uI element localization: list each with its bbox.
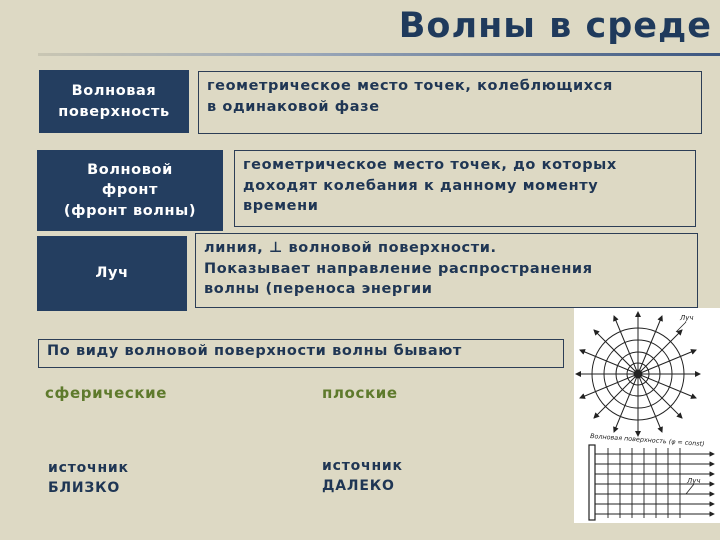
definition-ray: линия, ⊥ волновой поверхности. Показывает направление распространения волны (переноса энергии <box>195 233 698 308</box>
plane-label: плоские <box>322 384 398 402</box>
definition-wave-surface: геометрическое место точек, колеблющихся в одинаковой фазе <box>198 71 702 134</box>
spherical-wave-diagram <box>576 312 700 436</box>
radial-rays <box>576 312 700 436</box>
plane-source <box>589 445 595 520</box>
term-wave-front: Волновой фронт (фронт волны) <box>37 150 223 231</box>
wave-surface-caption: Волновая поверхность (φ = const) <box>589 432 705 448</box>
title-underline <box>38 53 720 56</box>
ray-label-top: Луч <box>680 314 694 322</box>
wave-diagram-figure <box>574 308 720 523</box>
wave-diagram <box>574 308 720 523</box>
source-near-text: источник БЛИЗКО <box>48 460 129 497</box>
spherical-label: сферические <box>45 384 168 402</box>
definition-wave-front: геометрическое место точек, до которых доходят колебания к данному моменту времени <box>234 150 696 227</box>
plane-wavefronts <box>608 448 680 518</box>
wave-kinds-heading: По виду волновой поверхности волны бывают <box>38 339 564 368</box>
term-wave-surface: Волновая поверхность <box>39 70 189 133</box>
source-far-text: источник ДАЛЕКО <box>322 458 403 495</box>
page-title: Волны в среде <box>398 6 712 46</box>
term-ray: Луч <box>37 236 187 311</box>
ray-label-bottom: Луч <box>687 477 701 485</box>
